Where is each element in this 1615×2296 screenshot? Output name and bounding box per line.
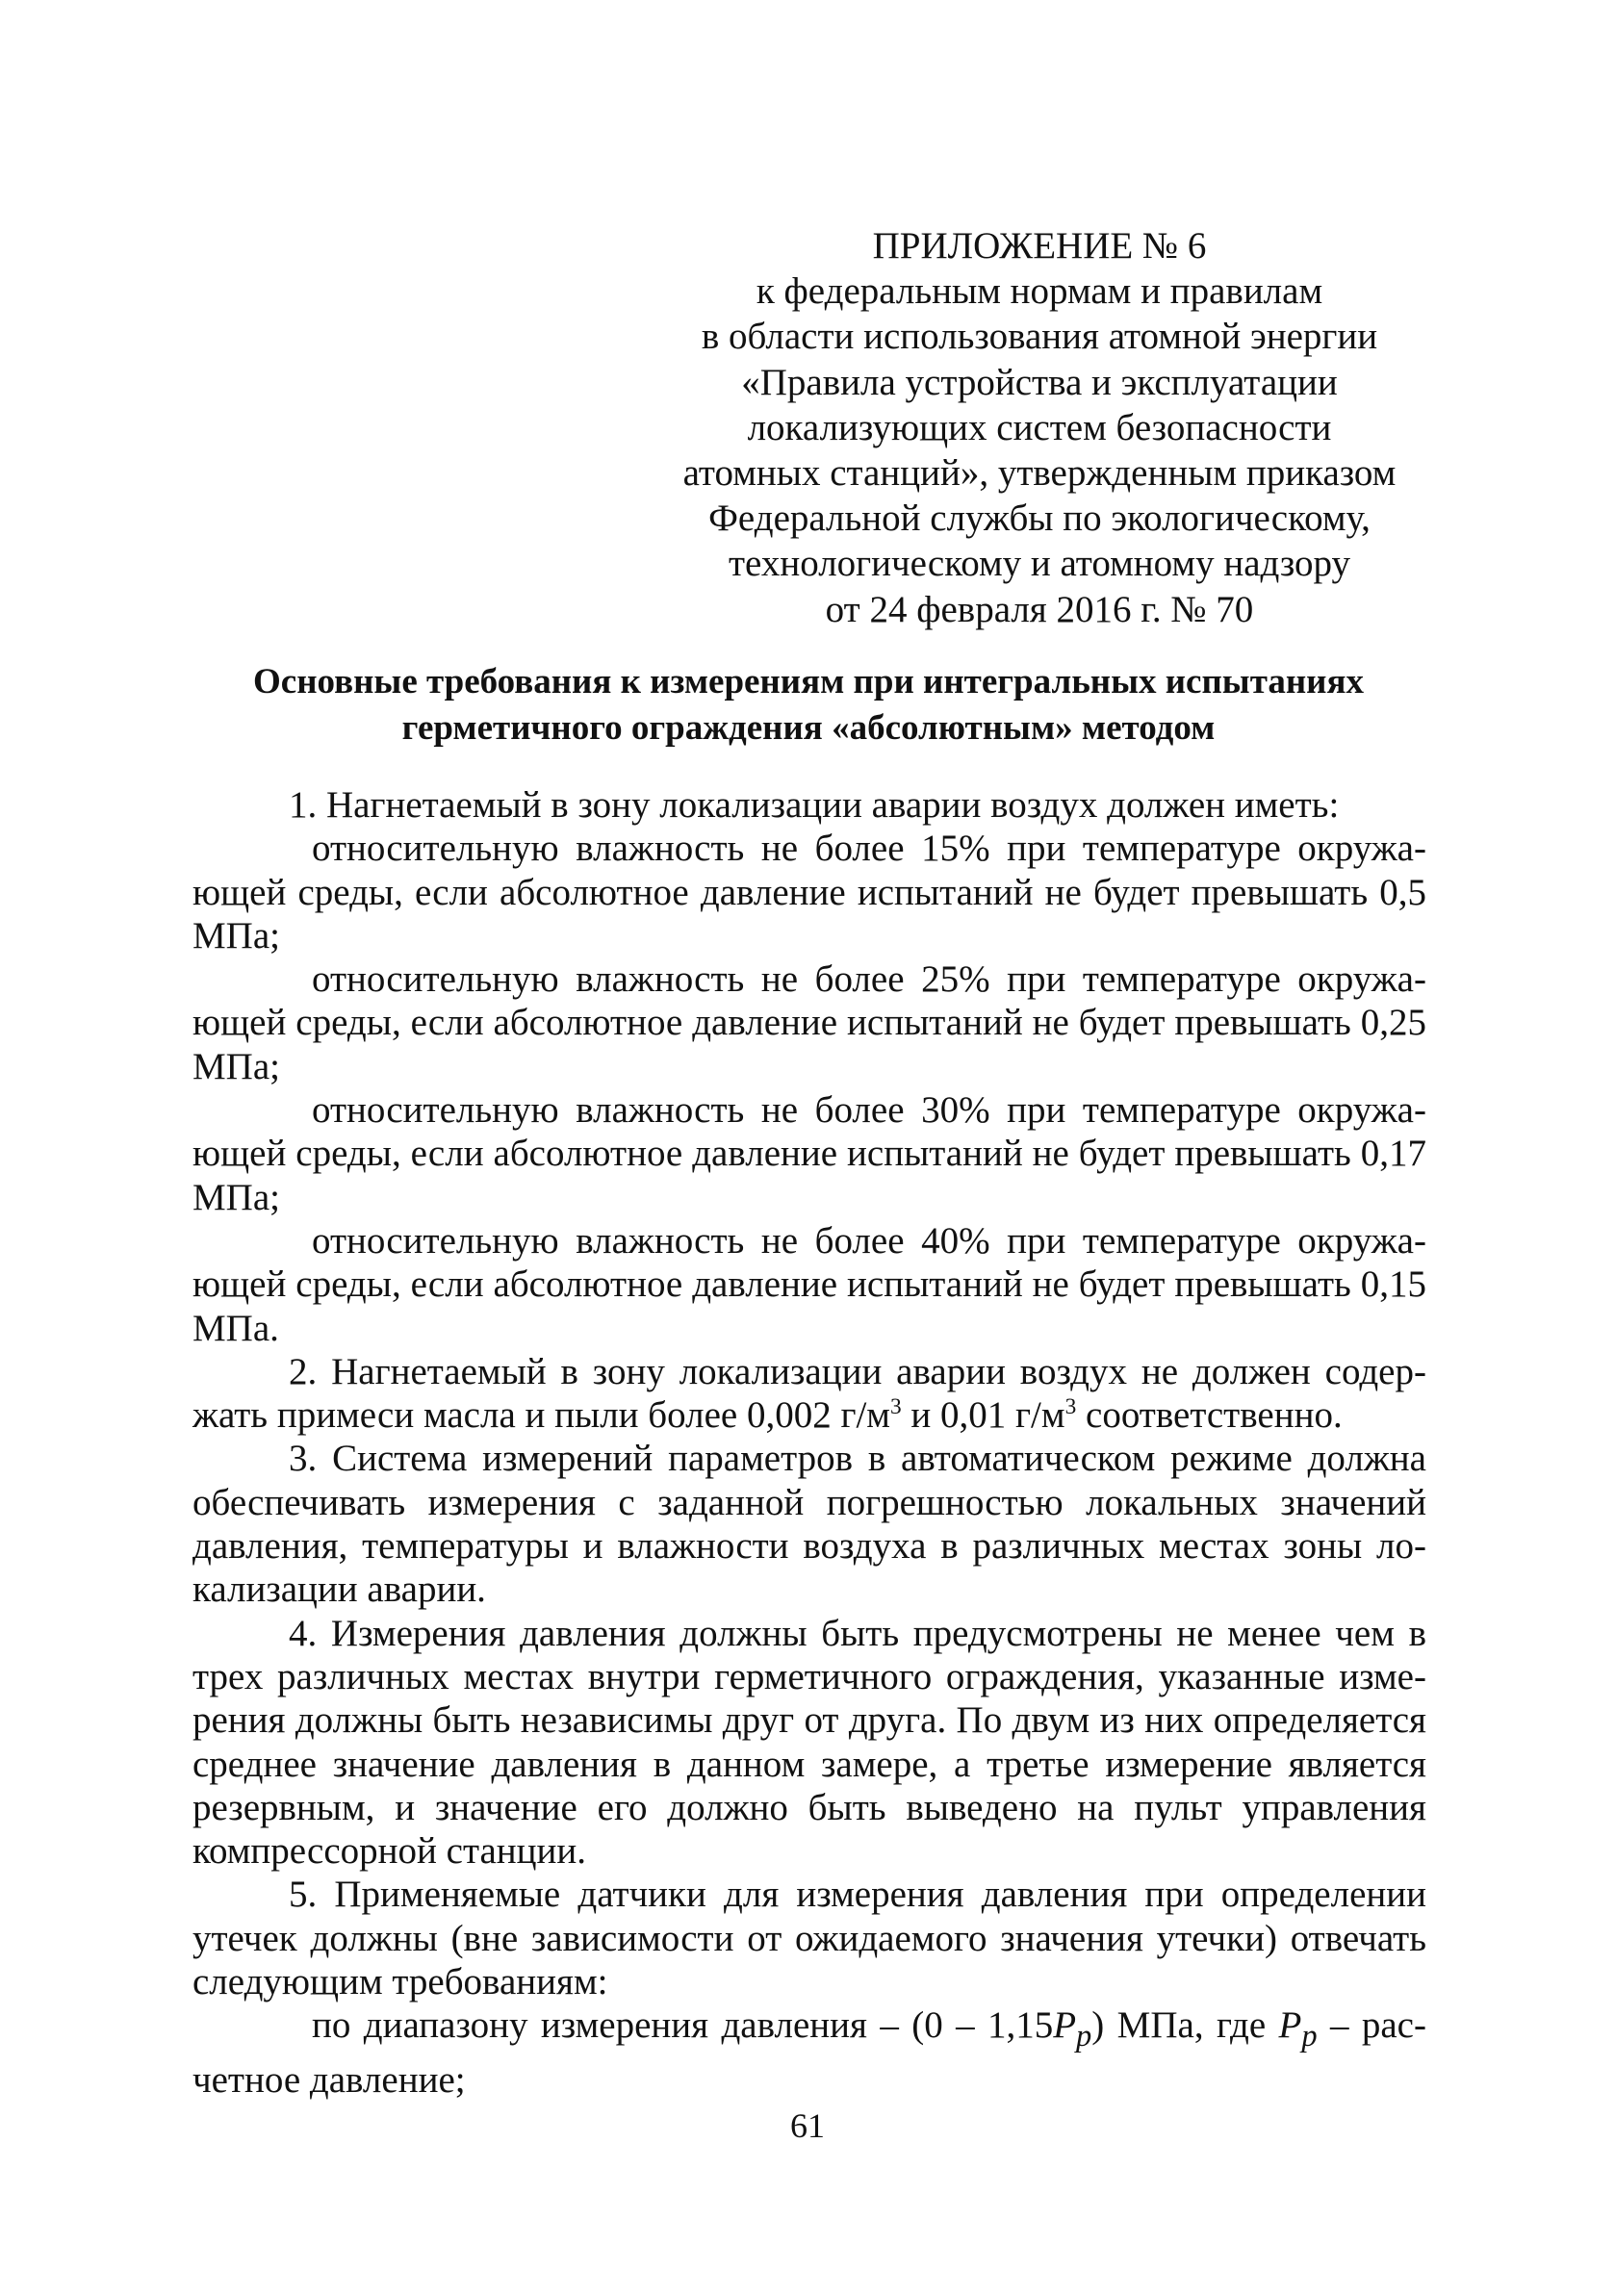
- item-text: ) МПа, где: [1091, 2004, 1279, 2047]
- appendix-line: «Правила устройства и эксплуатации: [741, 361, 1338, 403]
- document-heading: [192, 659, 1424, 752]
- item-text: по диапазону измерения давления – (0 – 1,15: [312, 2004, 1054, 2047]
- appendix-line: локализующих систем безопасности: [747, 406, 1332, 448]
- page-number: 61: [790, 2106, 825, 2145]
- appendix-date-line: от 24 февраля 2016 г. № 70: [825, 588, 1254, 630]
- item-text: – расчетное давление;: [192, 2004, 1426, 2102]
- paragraph-5-item-1: [192, 2003, 1426, 2102]
- appendix-title: ПРИЛОЖЕНИЕ № 6: [872, 225, 1207, 267]
- appendix-line: атомных станций», утвержденным приказом: [682, 452, 1397, 495]
- subscript: p: [1301, 2019, 1318, 2054]
- paragraph-1-item-4: относительную влажность не более 40% при температуре окружающей среды, если абсолютное давление испытаний не будет превышать 0,15 МПа.: [192, 1219, 1426, 1349]
- paragraph-1-item-3: относительную влажность не более 30% при температуре окружающей среды, если абсолютное давление испытаний не будет превышать 0,17 МПа;: [192, 1089, 1426, 1218]
- paragraph-1-item-1: относительную влажность не более 15% при температуре окружающей среды, если абсолютное давление испытаний не будет превышать 0,5 МПа;: [192, 828, 1426, 957]
- symbol-p: P: [1053, 2004, 1077, 2047]
- paragraph-5: 5. Применяемые датчики для измерения давления при определении утечек должны (вне зависимости от ожидаемого значения утечки) отвечать следующим требованиям:: [192, 1874, 1426, 2003]
- appendix-line: к федеральным нормам и правилам: [756, 270, 1323, 313]
- heading-line: герметичного ограждения «абсолютным» методом: [401, 708, 1216, 748]
- superscript: 3: [889, 1394, 902, 1420]
- paragraph-2: [192, 1350, 1426, 1438]
- symbol-p: P: [1278, 2004, 1302, 2047]
- appendix-header: [674, 223, 1405, 632]
- document-body: [192, 783, 1426, 2103]
- paragraph-2-text: соответственно.: [1076, 1394, 1343, 1437]
- paragraph-2-text: 2. Нагнетаемый в зону локализации аварии воздух не должен содержать примеси масла и пыли более 0,002 г/м: [192, 1350, 1426, 1437]
- appendix-line: Федеральной службы по экологическому,: [708, 497, 1371, 540]
- paragraph-4: 4. Измерения давления должны быть предусмотрены не менее чем в трех различных местах внутри герметичного ограждения, указанные измерения должны быть независимы друг от друга. По двум из них определяется среднее значение давления в данном замере, а третье измерение является резервным, и значение его должно быть выведено на пульт управления компрессорной станции.: [192, 1612, 1426, 1873]
- paragraph-1-intro: 1. Нагнетаемый в зону локализации аварии воздух должен иметь:: [289, 784, 1340, 826]
- appendix-line: в области использования атомной энергии: [701, 316, 1378, 358]
- superscript: 3: [1064, 1394, 1077, 1420]
- paragraph-1-item-2: относительную влажность не более 25% при температуре окружающей среды, если абсолютное давление испытаний не будет превышать 0,25 МПа;: [192, 958, 1426, 1087]
- subscript: p: [1076, 2019, 1092, 2054]
- heading-line: Основные требования к измерениям при интегральных испытаниях: [253, 662, 1364, 702]
- paragraph-2-text: и 0,01 г/м: [901, 1394, 1065, 1437]
- paragraph-3: 3. Система измерений параметров в автоматическом режиме должна обеспечивать измерения с заданной погрешностью локальных значений давления, температуры и влажности воздуха в различных местах зоны локализации аварии.: [192, 1438, 1426, 1611]
- appendix-line: технологическому и атомному надзору: [729, 543, 1350, 585]
